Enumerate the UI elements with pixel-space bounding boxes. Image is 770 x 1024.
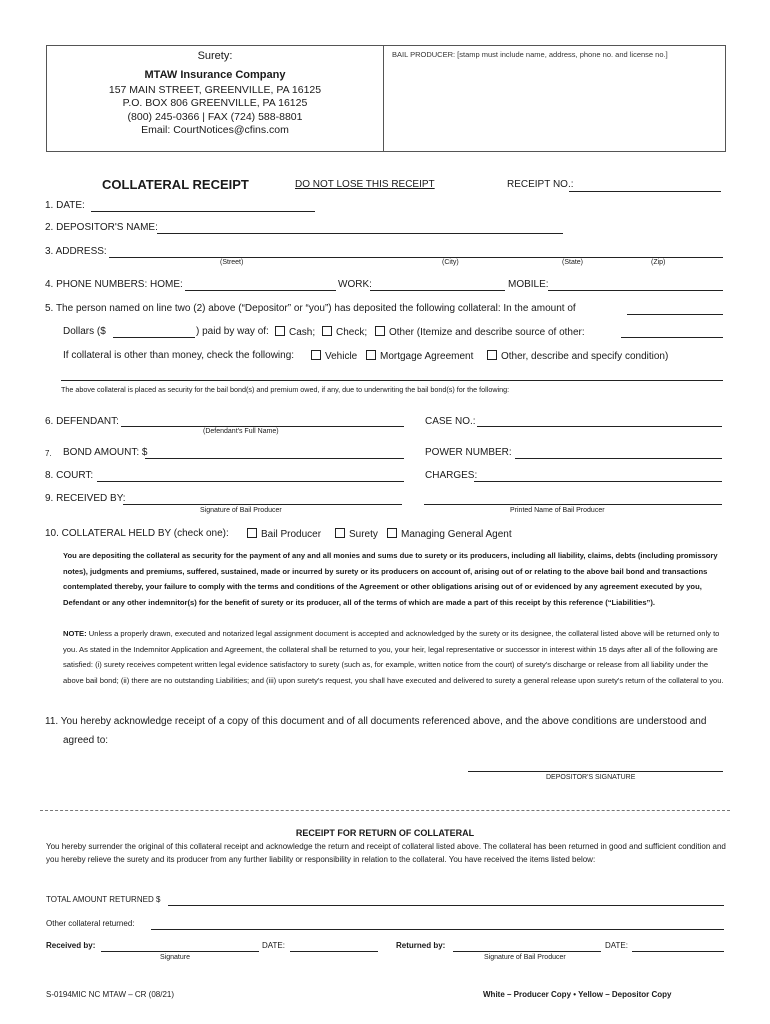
do-not-lose-warning: DO NOT LOSE THIS RECEIPT <box>295 179 435 190</box>
held-by-managing-agent-option[interactable]: Managing General Agent <box>385 528 512 540</box>
phone-work-field[interactable] <box>370 290 505 291</box>
surety-email: Email: CourtNotices@cfins.com <box>141 124 289 136</box>
state-caption: (State) <box>562 259 584 266</box>
other-returned-field[interactable] <box>151 929 724 930</box>
surety-company: MTAW Insurance Company <box>144 69 286 81</box>
return-signature-caption: Signature <box>160 954 190 961</box>
depositor-name-label: 2. DEPOSITOR'S NAME: <box>45 222 158 233</box>
total-returned-field[interactable] <box>168 905 724 906</box>
other-option[interactable]: Other (Itemize and describe source of other: <box>373 326 585 338</box>
phone-mobile-field[interactable] <box>548 290 723 291</box>
return-paragraph: You hereby surrender the original of this collateral receipt and acknowledge the return and receipt of collateral listed above. The collateral has been returned in good and sufficient condition and you hereby relieve the surety and its producer from any further liability or responsibility in relation to the collateral. You have received the items listed below: <box>46 842 726 865</box>
defendant-label: 6. DEFENDANT: <box>45 416 119 427</box>
street-caption: (Street) <box>220 259 244 266</box>
receipt-no-label: RECEIPT NO.: <box>507 179 574 190</box>
phone-work-label: WORK: <box>338 279 372 290</box>
return-received-by-field[interactable] <box>101 951 259 952</box>
date-label: 1. DATE: <box>45 200 85 211</box>
depositor-signature-field[interactable] <box>468 771 723 772</box>
bond-amount-field[interactable] <box>145 458 404 459</box>
return-received-by-label: Received by: <box>46 941 96 950</box>
city-caption: (City) <box>442 259 459 266</box>
held-by-surety-checkbox[interactable] <box>335 528 345 538</box>
page-title: COLLATERAL RECEIPT <box>102 177 249 192</box>
bond-amount-label: BOND AMOUNT: $ <box>63 447 148 458</box>
note-paragraph <box>63 626 725 688</box>
cash-checkbox[interactable] <box>275 326 285 336</box>
other-returned-label: Other collateral returned: <box>46 919 135 928</box>
cut-line <box>40 810 730 811</box>
zip-caption: (Zip) <box>651 259 666 266</box>
received-by-label: 9. RECEIVED BY: <box>45 493 126 504</box>
security-note: The above collateral is placed as security for the bail bond(s) and premium owed, if any, due to underwriting the bail bond(s) for the following: <box>61 385 510 394</box>
surety-label: Surety: <box>197 50 233 62</box>
address-label: 3. ADDRESS: <box>45 246 107 257</box>
power-number-label: POWER NUMBER: <box>425 447 512 458</box>
court-label: 8. COURT: <box>45 470 94 481</box>
surety-phone: (800) 245-0366 | FAX (724) 588-8801 <box>127 111 303 123</box>
case-no-field[interactable] <box>477 426 722 427</box>
mortgage-checkbox[interactable] <box>366 350 376 360</box>
depositor-name-field[interactable] <box>157 233 563 234</box>
address-field[interactable] <box>109 257 723 258</box>
vehicle-checkbox[interactable] <box>311 350 321 360</box>
bail-producer-stamp-label: BAIL PRODUCER: [stamp must include name, address, phone no. and license no.] <box>392 50 668 59</box>
defendant-field[interactable] <box>121 426 404 427</box>
producer-printed-name-field[interactable] <box>424 504 722 505</box>
phone-home-label: 4. PHONE NUMBERS: HOME: <box>45 279 183 290</box>
return-date-field-2[interactable] <box>632 951 724 952</box>
date-field[interactable] <box>91 211 315 212</box>
dollars-label: Dollars ($ <box>63 326 106 337</box>
other-condition-checkbox[interactable] <box>487 350 497 360</box>
paid-by-label: ) paid by way of: <box>196 326 269 337</box>
other-description-field[interactable] <box>621 337 723 338</box>
return-date-field-1[interactable] <box>290 951 378 952</box>
terms-paragraph: You are depositing the collateral as security for the payment of any and all monies and sums due to surety or its producers, including all liability, claims, debts (including promissory notes), judgments and premiums, suffered, sustained, made or incurred by surety or its producers on account of, arising out of or relating to the above bail bond and transactions contemplated thereby, your failure to comply with the terms and conditions of the Agreement or other obligations arising out of or evidenced by any agreement executed by you, Defendant or any other indemnitor(s) for the benefit of surety or its producer, all of the terms of which are made a part of this receipt by this reference (“Liabilities”). <box>63 551 718 607</box>
line-5-text: 5. The person named on line two (2) above (“Depositor” or “you”) has deposited the following collateral: In the amount of <box>45 303 576 314</box>
surety-address-1: 157 MAIN STREET, GREENVILLE, PA 16125 <box>108 84 322 96</box>
mortgage-option[interactable]: Mortgage Agreement <box>364 350 473 362</box>
return-section-title: RECEIPT FOR RETURN OF COLLATERAL <box>295 828 475 838</box>
held-by-bail-producer-checkbox[interactable] <box>247 528 257 538</box>
depositor-signature-caption: DEPOSITOR'S SIGNATURE <box>546 774 636 781</box>
return-returned-by-field[interactable] <box>453 951 601 952</box>
phone-home-field[interactable] <box>185 290 336 291</box>
return-producer-signature-caption: Signature of Bail Producer <box>484 954 566 961</box>
if-collateral-label: If collateral is other than money, check the following: <box>63 350 295 361</box>
copy-distribution: White – Producer Copy • Yellow – Depositor Copy <box>483 990 672 999</box>
total-returned-label: TOTAL AMOUNT RETURNED $ <box>46 895 161 904</box>
check-option[interactable]: Check; <box>320 326 367 338</box>
return-returned-by-label: Returned by: <box>396 941 446 950</box>
cash-option[interactable]: Cash; <box>273 326 315 338</box>
other-checkbox[interactable] <box>375 326 385 336</box>
court-field[interactable] <box>97 481 404 482</box>
held-by-label: 10. COLLATERAL HELD BY (check one): <box>45 528 229 539</box>
item-11-agreed: agreed to: <box>63 735 109 746</box>
case-no-label: CASE NO.: <box>425 416 476 427</box>
power-number-field[interactable] <box>515 458 722 459</box>
amount-words-field[interactable] <box>627 314 723 315</box>
return-date-label-2: DATE: <box>605 941 628 950</box>
receipt-no-field[interactable] <box>569 191 721 192</box>
bond-item-number: 7. <box>45 449 52 458</box>
surety-address-2: P.O. BOX 806 GREENVILLE, PA 16125 <box>122 97 308 109</box>
defendant-caption: (Defendant's Full Name) <box>203 428 279 435</box>
note-text: Unless a properly drawn, executed and notarized legal assignment document is accepted and acknowledged by the surety or its designee, the collateral listed above will be returned only to you. As stated in the Indemnitor Application and Agreement, the collateral shall be returned to you, your heir, legal representative or successor in interest within 15 days after all of the following are satisfied: (i) surety receives competent written legal evidence satisfactory to surety (such as, for example, written notice from the court) of surety's discharge or release from all liability under the above bail bond; (ii) there are no outstanding Liabilities; and (iii) upon surety's request, you shall have executed and delivered to surety a general release upon surety's return of the collateral to you. <box>63 629 724 685</box>
phone-mobile-label: MOBILE: <box>508 279 549 290</box>
return-date-label-1: DATE: <box>262 941 285 950</box>
producer-signature-caption: Signature of Bail Producer <box>200 507 282 514</box>
form-id: S-0194MIC NC MTAW – CR (08/21) <box>46 990 175 999</box>
check-checkbox[interactable] <box>322 326 332 336</box>
dollars-field[interactable] <box>113 337 195 338</box>
item-11-text: 11. You hereby acknowledge receipt of a copy of this document and of all documents referenced above, and the above conditions are understood and <box>45 716 707 727</box>
producer-printed-name-caption: Printed Name of Bail Producer <box>510 507 605 514</box>
producer-signature-field[interactable] <box>123 504 402 505</box>
charges-field[interactable] <box>474 481 722 482</box>
held-by-managing-agent-checkbox[interactable] <box>387 528 397 538</box>
note-label: NOTE: <box>63 629 87 638</box>
held-by-bail-producer-option[interactable]: Bail Producer <box>245 528 321 540</box>
charges-label: CHARGES: <box>425 470 478 481</box>
other-condition-option[interactable]: Other, describe and specify condition) <box>485 350 668 362</box>
vehicle-option[interactable]: Vehicle <box>309 350 357 362</box>
other-collateral-description-field[interactable] <box>61 380 723 381</box>
held-by-surety-option[interactable]: Surety <box>333 528 378 540</box>
